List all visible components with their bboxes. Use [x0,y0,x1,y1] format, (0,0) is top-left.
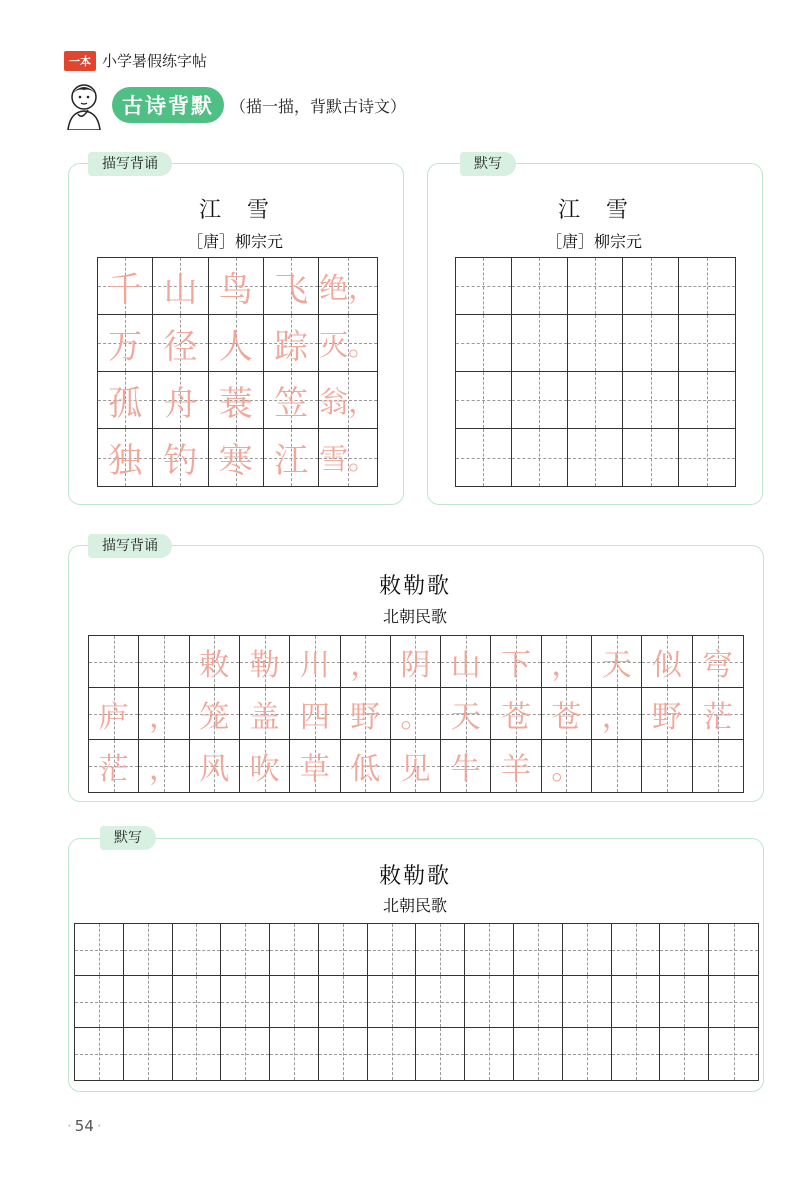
trace-cell [341,740,391,792]
trace-character: ， [551,647,582,683]
trace-character: 雪。 [319,442,377,476]
writing-cell[interactable] [568,258,624,315]
trace-cell [441,688,491,740]
writing-cell[interactable] [456,429,512,486]
trace-cell [190,636,240,688]
poem-author-1: ［唐］柳宗元 [186,232,283,251]
trace-cell [491,740,541,792]
trace-character: 低 [350,752,381,787]
trace-cell [209,429,264,486]
trace-cell [441,636,491,688]
writing-cell[interactable] [679,315,735,372]
trace-character: 灭。 [319,327,377,362]
writing-cell[interactable] [465,976,514,1028]
trace-character: 勒 [249,647,280,683]
writing-cell[interactable] [709,1028,758,1080]
student-avatar-icon [62,80,106,130]
trace-cell [153,372,208,429]
writing-cell[interactable] [221,976,270,1028]
trace-cell [209,315,264,372]
writing-cell[interactable] [319,1028,368,1080]
trace-cell [319,372,377,429]
writing-cell[interactable] [568,429,624,486]
writing-cell[interactable] [270,1028,319,1080]
trace-character: 下 [501,647,532,683]
trace-character: 舟 [163,383,198,424]
trace-cell [642,636,692,688]
writing-cell[interactable] [124,1028,173,1080]
page-number: · 54 · [64,1117,105,1135]
trace-character: 笼 [199,699,230,735]
trace-cell [592,636,642,688]
brand-header [64,50,207,71]
writing-cell[interactable] [514,976,563,1028]
trace-character: 牛 [450,752,481,787]
writing-cell[interactable] [623,429,679,486]
trace-character: 似 [652,647,683,683]
writing-cell[interactable] [568,372,624,429]
trace-cell [190,740,240,792]
trace-cell [642,688,692,740]
writing-cell[interactable] [465,924,514,976]
writing-cell[interactable] [512,372,568,429]
trace-character: 径 [163,326,198,367]
writing-cell[interactable] [612,1028,661,1080]
trace-cell [264,372,319,429]
writing-cell[interactable] [612,924,661,976]
trace-character: 盖 [249,699,280,735]
trace-cell [341,636,391,688]
trace-character: 山 [450,647,481,683]
writing-cell[interactable] [173,976,222,1028]
trace-cell [542,740,592,792]
trace-cell [240,636,290,688]
writing-cell[interactable] [512,315,568,372]
trace-character: 敕 [199,647,230,683]
trace-character: ， [601,699,632,735]
trace-cell [319,315,377,372]
trace-cell [153,315,208,372]
trace-character: 苍 [551,699,582,735]
trace-cell [642,740,692,792]
writing-cell[interactable] [416,924,465,976]
trace-grid-jiangxue [97,257,378,487]
trace-character: 羊 [501,752,532,787]
trace-cell [391,636,441,688]
trace-character: 独 [108,441,143,481]
writing-cell[interactable] [270,976,319,1028]
writing-cell[interactable] [270,924,319,976]
writing-cell[interactable] [75,976,124,1028]
trace-cell [319,429,377,486]
trace-character: 穹 [702,647,733,683]
trace-character: 野 [350,699,381,735]
trace-character: 。 [400,699,431,735]
trace-character: 人 [218,326,253,367]
writing-cell[interactable] [124,976,173,1028]
trace-cell [542,636,592,688]
trace-character: 见 [400,752,431,787]
header-title: 古诗背默 [112,87,224,123]
trace-cell [98,315,153,372]
trace-cell [491,636,541,688]
poem-title-4: 敕勒歌 [378,864,451,889]
trace-character: 万 [108,326,143,367]
trace-cell [139,688,189,740]
writing-cell[interactable] [679,429,735,486]
writing-cell[interactable] [416,1028,465,1080]
poem-author-2: ［唐］柳宗元 [545,232,642,251]
trace-cell [491,688,541,740]
trace-cell [98,429,153,486]
writing-cell[interactable] [368,1028,417,1080]
trace-character: 草 [299,752,330,787]
writing-cell[interactable] [709,924,758,976]
trace-cell [240,688,290,740]
writing-cell[interactable] [173,1028,222,1080]
trace-character: ， [350,647,381,683]
trace-cell [542,688,592,740]
writing-cell[interactable] [660,924,709,976]
trace-character: 翁， [319,384,377,419]
writing-cell[interactable] [456,258,512,315]
tab-dictation-1: 默写 [460,152,516,176]
writing-cell[interactable] [368,924,417,976]
trace-character: 鸟 [218,269,253,310]
trace-character: 庐 [98,699,129,735]
writing-cell[interactable] [563,924,612,976]
trace-cell [209,372,264,429]
writing-cell[interactable] [623,372,679,429]
tab-trace-2: 描写背诵 [88,534,172,558]
poem-title-1: 江 雪 [198,198,271,223]
trace-character: 绝， [319,270,377,305]
writing-cell[interactable] [319,976,368,1028]
trace-cell [89,636,139,688]
dictation-grid-chilege[interactable] [74,923,759,1081]
trace-cell [290,636,340,688]
trace-character: ， [148,699,179,735]
trace-character: 四 [299,699,330,735]
trace-character: 蓑 [218,383,253,424]
trace-cell [441,740,491,792]
trace-cell [319,258,377,315]
writing-cell[interactable] [679,258,735,315]
trace-cell [693,636,743,688]
trace-cell [592,740,642,792]
trace-cell [153,429,208,486]
tab-dictation-2: 默写 [100,826,156,850]
writing-cell[interactable] [623,315,679,372]
tab-trace-1: 描写背诵 [88,152,172,176]
trace-grid-chilege [88,635,744,793]
trace-character: 笠 [274,383,309,424]
trace-cell [693,688,743,740]
trace-character: 飞 [274,269,309,310]
brand-badge: 一本 [64,51,96,71]
writing-cell[interactable] [221,924,270,976]
writing-cell[interactable] [75,924,124,976]
header-subtitle: （描一描，背默古诗文） [230,96,407,116]
trace-cell [139,740,189,792]
writing-cell[interactable] [124,924,173,976]
trace-character: 千 [108,269,143,310]
trace-cell [264,258,319,315]
trace-character: 天 [450,699,481,735]
writing-cell[interactable] [512,429,568,486]
trace-character: 寒 [218,441,253,481]
trace-cell [290,688,340,740]
writing-cell[interactable] [456,372,512,429]
writing-cell[interactable] [563,976,612,1028]
trace-cell [391,740,441,792]
writing-cell[interactable] [514,1028,563,1080]
poem-title-2: 江 雪 [557,198,630,223]
writing-cell[interactable] [568,315,624,372]
writing-cell[interactable] [612,976,661,1028]
trace-cell [592,688,642,740]
trace-cell [89,740,139,792]
trace-cell [264,315,319,372]
trace-character: 川 [299,647,330,683]
trace-cell [190,688,240,740]
writing-cell[interactable] [465,1028,514,1080]
writing-cell[interactable] [456,315,512,372]
trace-character: 苍 [501,699,532,735]
trace-cell [98,372,153,429]
trace-character: 钓 [163,441,198,481]
writing-cell[interactable] [623,258,679,315]
writing-cell[interactable] [660,976,709,1028]
writing-cell[interactable] [319,924,368,976]
trace-cell [240,740,290,792]
trace-character: 江 [274,441,309,481]
trace-character: ， [148,752,179,787]
trace-cell [264,429,319,486]
writing-cell[interactable] [173,924,222,976]
trace-character: 风 [199,752,230,787]
writing-cell[interactable] [679,372,735,429]
writing-cell[interactable] [563,1028,612,1080]
trace-character: 野 [652,699,683,735]
writing-cell[interactable] [221,1028,270,1080]
dictation-grid-jiangxue[interactable] [455,257,736,487]
poem-author-4: 北朝民歌 [382,896,447,915]
trace-cell [391,688,441,740]
writing-cell[interactable] [368,976,417,1028]
poem-author-3: 北朝民歌 [382,607,447,626]
writing-cell[interactable] [514,924,563,976]
writing-cell[interactable] [512,258,568,315]
writing-cell[interactable] [75,1028,124,1080]
trace-character: 茫 [702,699,733,735]
trace-character: 茫 [98,752,129,787]
writing-cell[interactable] [709,976,758,1028]
trace-character: 天 [601,647,632,683]
trace-character: 山 [163,269,198,310]
trace-cell [209,258,264,315]
writing-cell[interactable] [660,1028,709,1080]
section-header [62,80,406,130]
trace-character: 吹 [249,752,280,787]
trace-character: 孤 [108,383,143,424]
poem-title-3: 敕勒歌 [378,574,451,599]
trace-cell [290,740,340,792]
trace-cell [98,258,153,315]
trace-character: 。 [551,752,582,787]
trace-cell [153,258,208,315]
brand-title: 小学暑假练字帖 [102,52,208,70]
trace-cell [693,740,743,792]
trace-cell [139,636,189,688]
trace-character: 阴 [400,647,431,683]
writing-cell[interactable] [416,976,465,1028]
trace-character: 踪 [274,326,309,367]
trace-cell [89,688,139,740]
trace-cell [341,688,391,740]
